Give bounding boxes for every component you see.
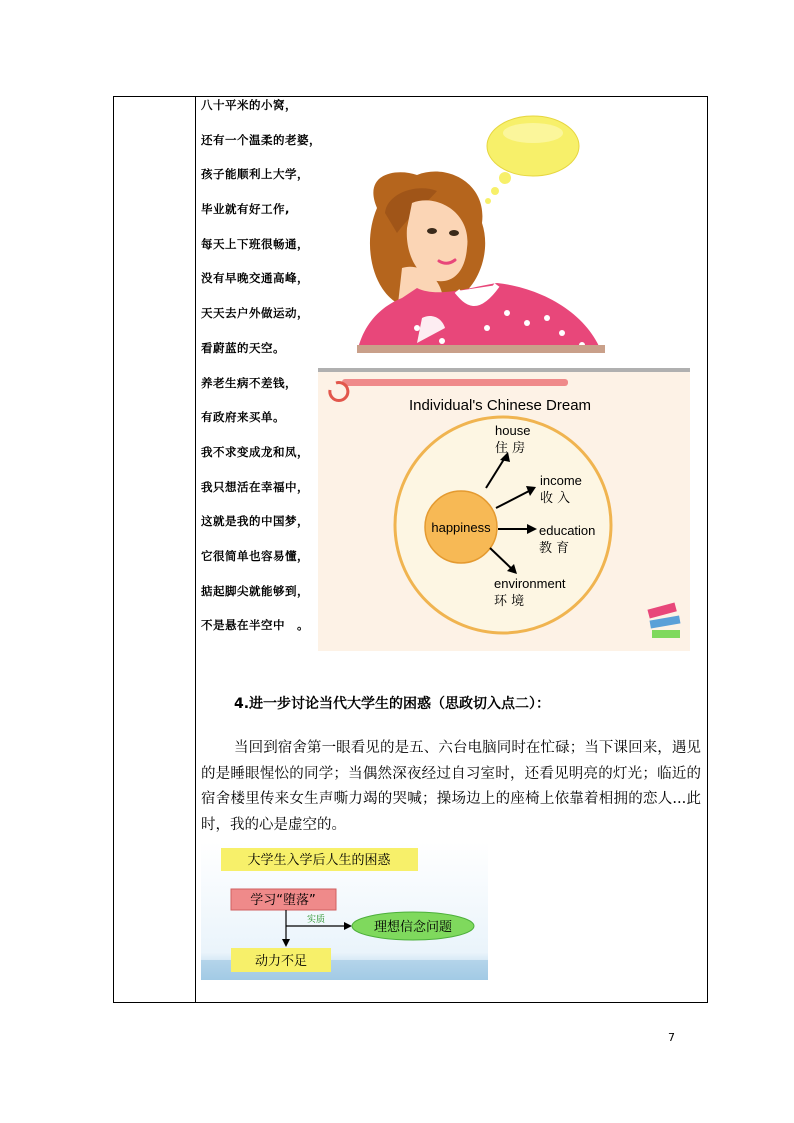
poem-line: 孩子能顺利上大学，	[201, 167, 309, 182]
poem-line: 毕业就有好工作,	[201, 202, 290, 217]
poem-line: 还有一个温柔的老婆，	[201, 132, 321, 147]
poem-line: 它很简单也容易懂，	[201, 548, 309, 563]
page-number: 7	[668, 1031, 675, 1044]
arrow-label: 实质	[306, 915, 326, 925]
poem-line: 天天去户外做运动，	[201, 306, 309, 321]
confusion-box-learning: 学习“堕落”	[250, 893, 316, 908]
poem-line: 养老生病不差钱，	[201, 375, 297, 390]
confusion-box-motivation: 动力不足	[254, 954, 308, 969]
section-paragraph: 当回到宿舍第一眼看见的是五、六台电脑同时在忙碌；当下课回来，遇见的是睡眼惺忪的同学；当偶然深夜经过自习室时，还看见明亮的灯光；临近的宿舍楼里传来女生声嘶力竭的哭喊；操场边上的座椅上依靠着相拥的恋人...此时，我的心是虚空的。	[201, 740, 701, 833]
poem-line: 有政府来买单。	[201, 410, 285, 425]
diagram-item-en: income	[540, 473, 582, 488]
poem-line: 没有早晚交通高峰，	[201, 271, 309, 286]
poem-line: 这就是我的中国梦，	[201, 514, 309, 529]
confusion-box-ideals: 理想信念问题	[373, 920, 453, 935]
poem-line: 掂起脚尖就能够到，	[201, 583, 309, 598]
poem-line: 不是悬在半空中 。	[201, 618, 309, 633]
confusion-title: 大学生入学后人生的困惑	[247, 853, 391, 868]
diagram-title: Individual's Chinese Dream	[408, 397, 592, 414]
poem	[201, 95, 321, 650]
diagram-item-en: environment	[494, 576, 566, 591]
diagram-item-zh: 教 育	[539, 541, 570, 556]
chinese-dream-diagram	[318, 368, 690, 651]
poem-line: 八十平米的小窝，	[201, 98, 297, 112]
diagram-item-zh: 环 境	[494, 594, 525, 609]
poem-line: 看蔚蓝的天空。	[201, 340, 285, 355]
poem-line: 我只想活在幸福中，	[201, 479, 309, 494]
confusion-diagram	[201, 842, 488, 980]
diagram-item-zh: 住 房	[495, 441, 526, 456]
section-heading: 4.进一步讨论当代大学生的困惑（思政切入点二）：	[234, 696, 551, 712]
diagram-center-label: happiness	[431, 520, 491, 535]
daydreaming-woman-illustration	[357, 113, 605, 353]
diagram-item-en: house	[495, 423, 531, 438]
diagram-item-en: education	[539, 523, 596, 538]
poem-line: 我不求变成龙和凤，	[201, 444, 309, 459]
table-column-divider	[195, 97, 196, 1002]
diagram-item-zh: 收 入	[540, 491, 571, 506]
poem-line: 每天上下班很畅通，	[201, 236, 309, 251]
